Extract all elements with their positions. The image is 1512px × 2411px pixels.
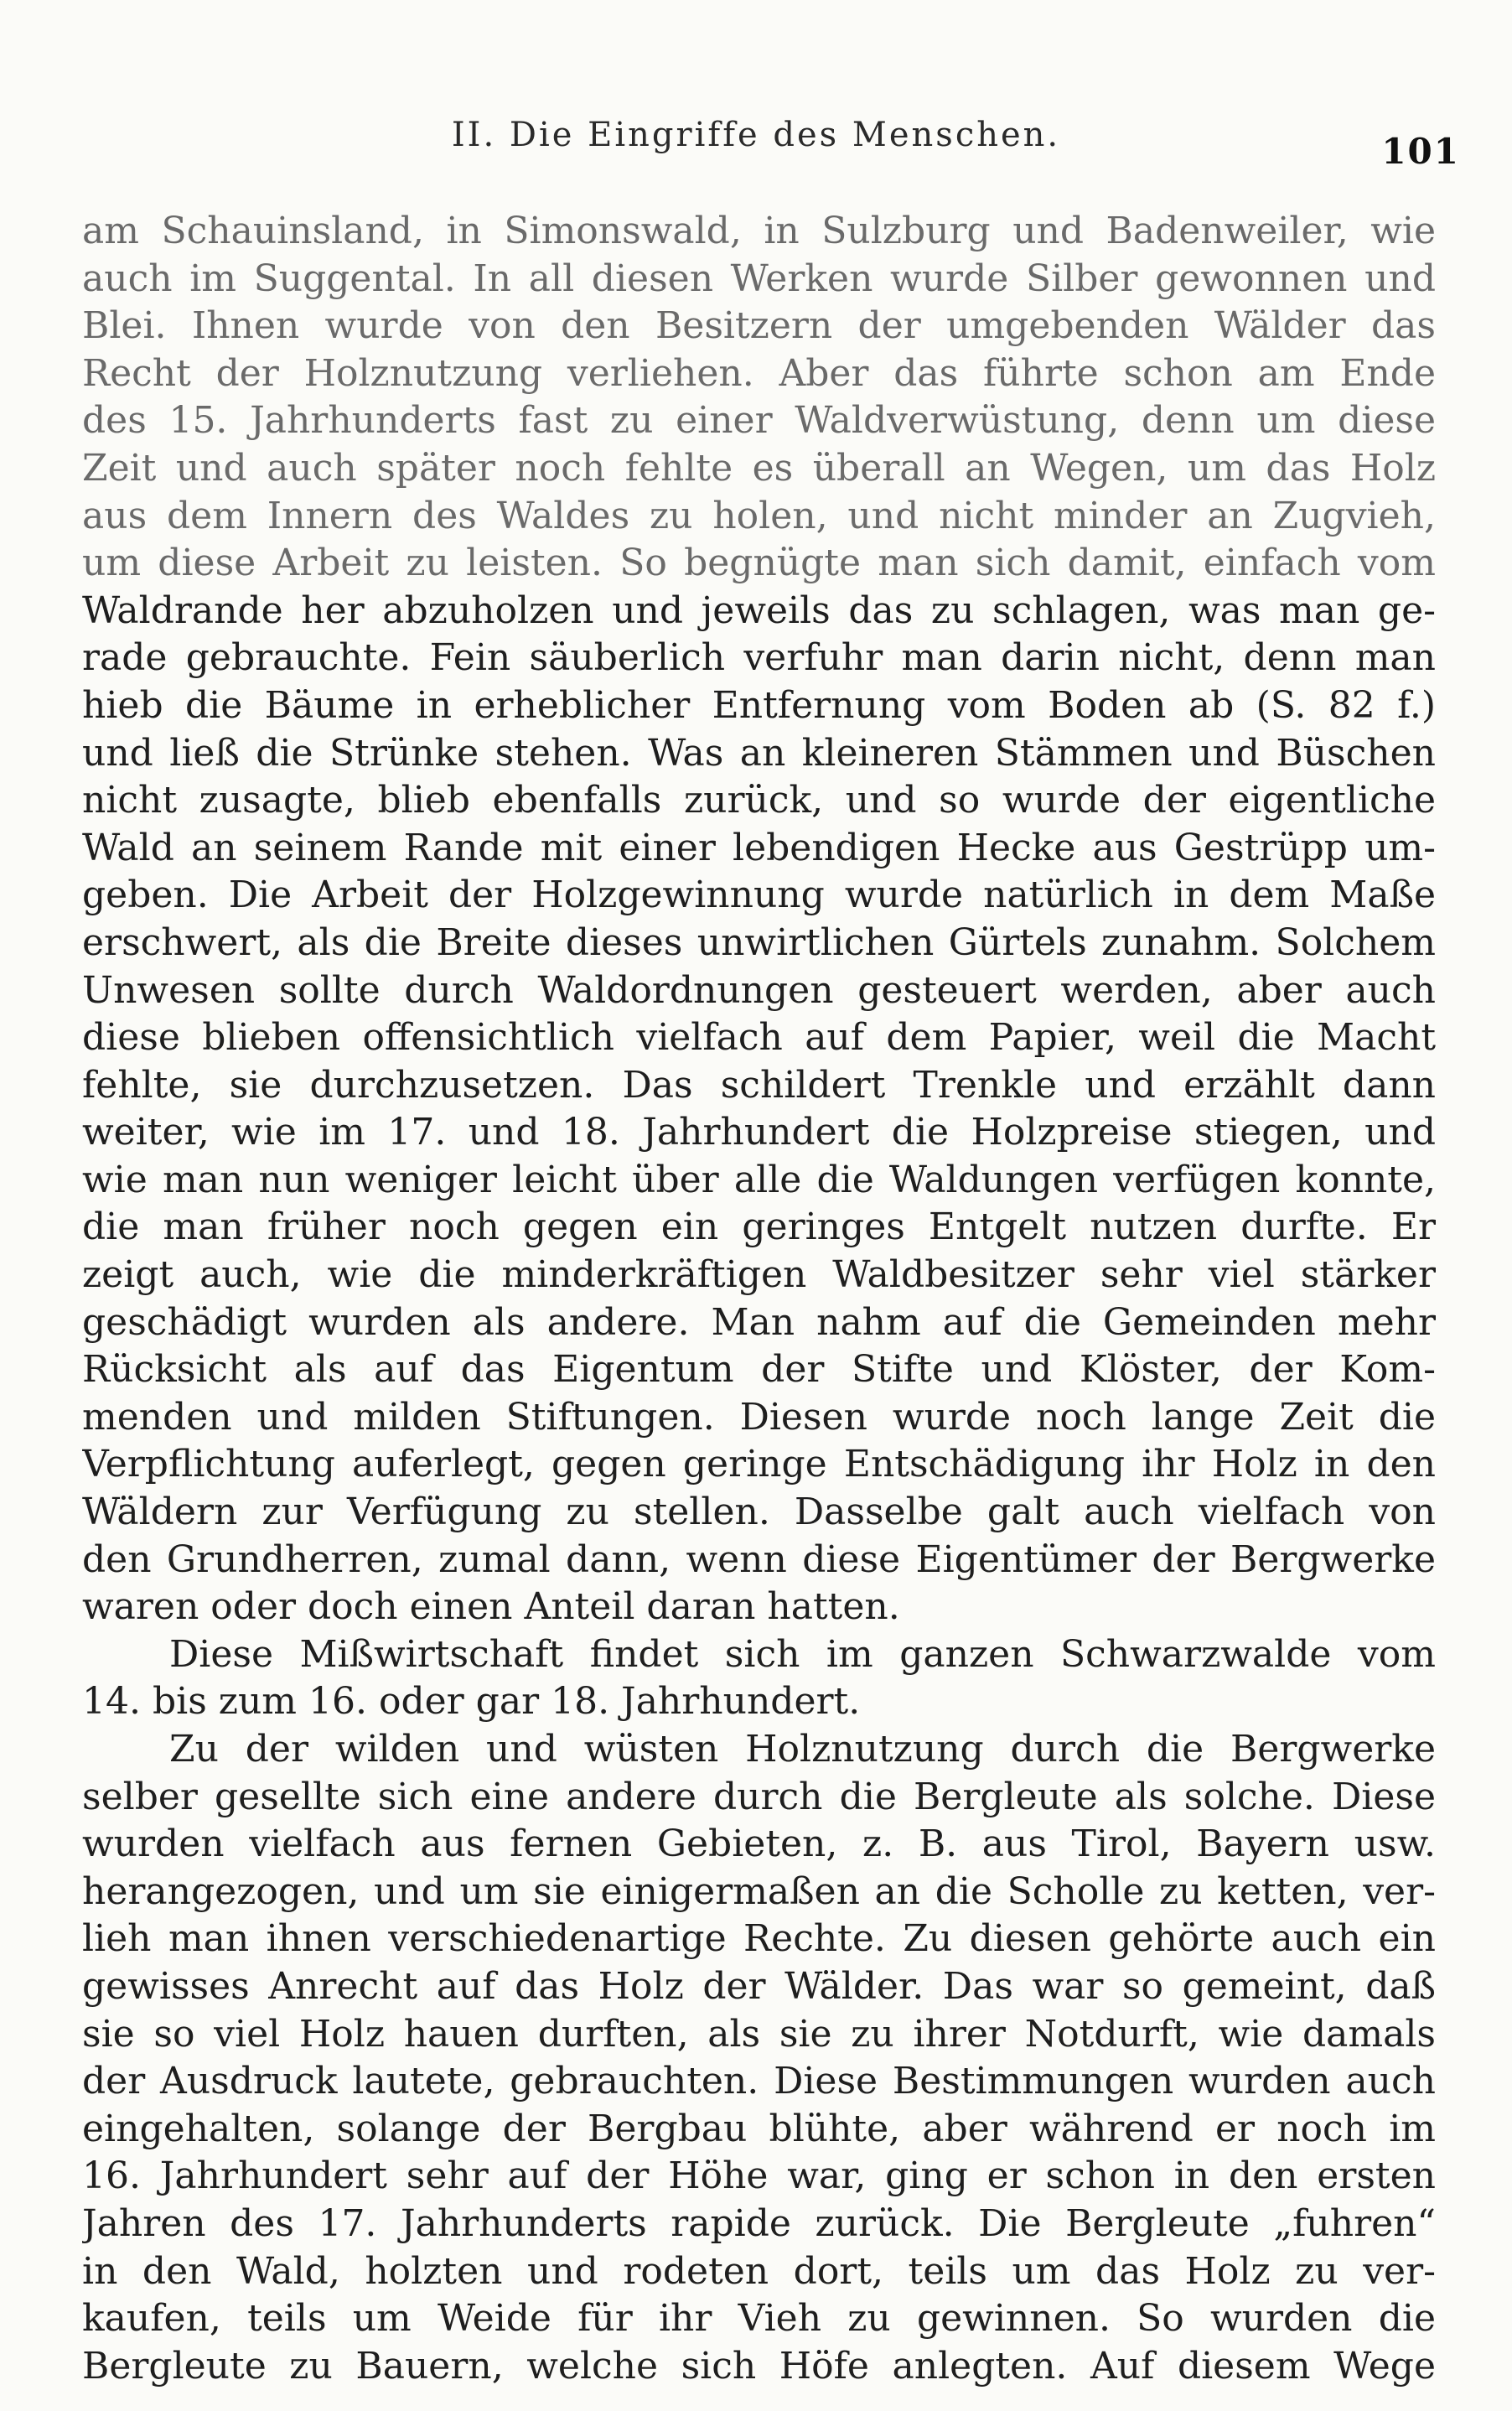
text-line: lieh man ihnen verschiedenartige Rechte. Zu diesen gehörte auch ein [82,1917,1436,1961]
text-line: wurden vielfach aus fernen Gebieten, z. B. aus Tirol, Bayern usw. [82,1823,1436,1866]
text-line: Verpflichtung auferlegt, gegen geringe Entschädigung ihr Holz in den [82,1443,1436,1486]
text-line: die man früher noch gegen ein geringes Entgelt nutzen durfte. Er [82,1206,1436,1249]
text-line: Diese Mißwirtschaft findet sich im ganzen Schwarzwalde vom [169,1632,1436,1676]
text-line: menden und milden Stiftungen. Diesen wurde noch lange Zeit die [82,1395,1436,1439]
text-line: fehlte, sie durchzusetzen. Das schildert Trenkle und erzählt dann [82,1063,1436,1107]
text-line: der Ausdruck lautete, gebrauchten. Diese Bestimmungen wurden auch [82,2060,1436,2103]
paragraph-2 [82,1631,1436,1726]
body-text [82,208,1436,2390]
text-line: hieb die Bäume in erheblicher Entfernung vom Boden ab (S. 82 f.) [82,683,1436,727]
text-line: des 15. Jahrhunderts fast zu einer Waldverwüstung, denn um diese [82,399,1436,443]
text-line: den Grundherren, zumal dann, wenn diese Eigentümer der Bergwerke [82,1537,1436,1581]
text-line: 16. Jahrhundert sehr auf der Höhe war, ging er schon in den ersten [82,2154,1436,2198]
running-head: II. Die Eingriffe des Menschen. [451,116,1061,154]
text-line: nicht zusagte, blieb ebenfalls zurück, und so wurde der eigentliche [82,779,1436,822]
text-line: diese blieben offensichtlich vielfach auf dem Papier, weil die Macht [82,1016,1436,1060]
text-line: kaufen, teils um Weide für ihr Vieh zu gewinnen. So wurden die [82,2297,1436,2341]
text-line: eingehalten, solange der Bergbau blühte, aber während er noch im [82,2107,1436,2150]
text-line: 14. bis zum 16. oder gar 18. Jahrhundert. [82,1680,861,1724]
paragraph-3 [82,1726,1436,2390]
text-line: Wäldern zur Verfügung zu stellen. Dasselbe galt auch vielfach von [82,1491,1436,1534]
text-line: wie man nun weniger leicht über alle die Waldungen verfügen konnte, [82,1158,1436,1201]
page-number: 101 [1381,131,1460,172]
text-line: Zu der wilden und wüsten Holznutzung durch die Bergwerke [169,1728,1436,1771]
text-line: in den Wald, holzten und rodeten dort, teils um das Holz zu ver- [82,2249,1436,2293]
text-line: um diese Arbeit zu leisten. So begnügte man sich damit, einfach vom [82,542,1436,585]
text-line: Jahren des 17. Jahrhunderts rapide zurück. Die Bergleute „fuhren“ [82,2201,1436,2245]
text-line: Wald an seinem Rande mit einer lebendigen Hecke aus Gestrüpp um- [82,826,1436,869]
text-line: selber gesellte sich eine andere durch die Bergleute als solche. Diese [82,1775,1436,1818]
text-line: zeigt auch, wie die minderkräftigen Waldbesitzer sehr viel stärker [82,1253,1436,1297]
text-line: rade gebrauchte. Fein säuberlich verfuhr man darin nicht, denn man [82,636,1436,680]
text-line: Waldrande her abzuholzen und jeweils das zu schlagen, was man ge- [82,588,1436,632]
text-line: Recht der Holznutzung verliehen. Aber das führte schon am Ende [82,351,1436,395]
text-line: Zeit und auch später noch fehlte es überall an Wegen, um das Holz [82,446,1436,490]
text-line: gewisses Anrecht auf das Holz der Wälder. Das war so gemeint, daß [82,1964,1436,2008]
text-line: herangezogen, und um sie einigermaßen an die Scholle zu ketten, ver- [82,1869,1436,1913]
text-line: Blei. Ihnen wurde von den Besitzern der umgebenden Wälder das [82,304,1436,348]
text-line: geben. Die Arbeit der Holzgewinnung wurde natürlich in dem Maße [82,874,1436,917]
text-line: und ließ die Strünke stehen. Was an kleineren Stämmen und Büschen [82,731,1436,775]
paragraph-1 [82,208,1436,1631]
text-line: aus dem Innern des Waldes zu holen, und nicht minder an Zugvieh, [82,494,1436,537]
text-line: Unwesen sollte durch Waldordnungen gesteuert werden, aber auch [82,968,1436,1012]
text-line: geschädigt wurden als andere. Man nahm auf die Gemeinden mehr [82,1300,1436,1344]
text-line: am Schauinsland, in Simonswald, in Sulzburg und Badenweiler, wie [82,210,1436,252]
text-line: erschwert, als die Breite dieses unwirtlichen Gürtels zunahm. Solchem [82,920,1436,964]
text-line: Rücksicht als auf das Eigentum der Stifte und Klöster, der Kom- [82,1348,1436,1392]
text-line: auch im Suggental. In all diesen Werken wurde Silber gewonnen und [82,257,1436,300]
text-line: weiter, wie im 17. und 18. Jahrhundert die Holzpreise stiegen, und [82,1111,1436,1154]
text-line: Bergleute zu Bauern, welche sich Höfe anlegten. Auf diesem Wege [82,2344,1436,2388]
text-line: sie so viel Holz hauen durften, als sie zu ihrer Notdurft, wie damals [82,2012,1436,2056]
text-line: waren oder doch einen Anteil daran hatten. [82,1585,900,1629]
